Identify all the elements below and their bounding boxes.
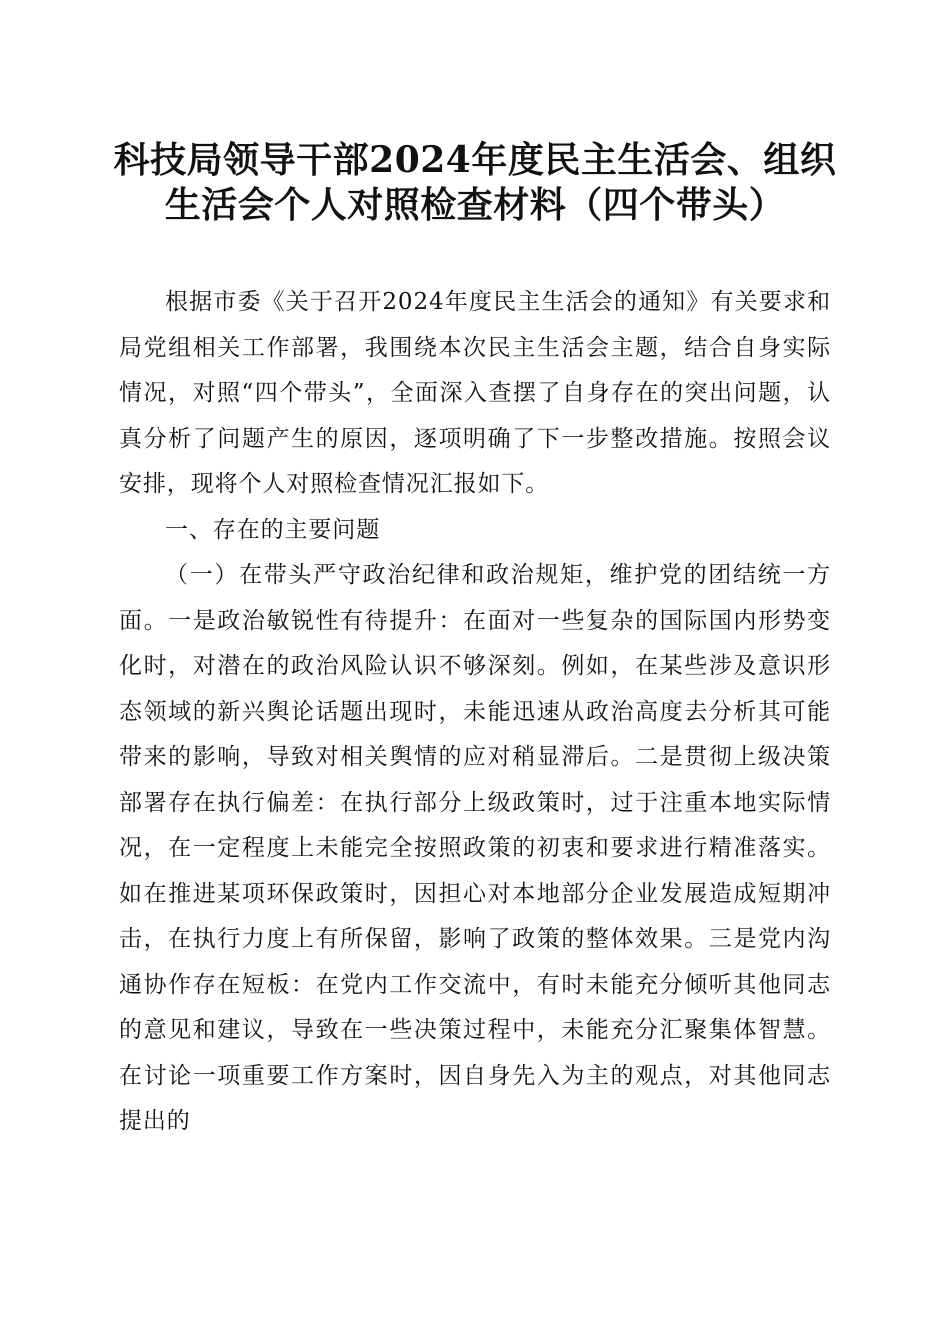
title-line-1: 科技局领导干部2024年度民主生活会、组织: [113, 139, 837, 181]
subsection-heading: （一）在带头严守政治纪律和政治规矩，维护党的团结统一方面。: [119, 562, 831, 634]
subsection-body: 一是政治敏锐性有待提升：在面对一些复杂的国际国内形势变化时，对潜在的政治风险认识不够深刻。例如，在某些涉及意识形态领域的新兴舆论话题出现时，未能迅速从政治高度去分析其可能带来的影响，导致对相关舆情的应对稍显滞后。二是贯彻上级决策部署存在执行偏差：在执行部分上级政策时，过于注重本地实际情况，在一定程度上未能完全按照政策的初衷和要求进行精准落实。如在推进某项环保政策时，因担心对本地部分企业发展造成短期冲击，在执行力度上有所保留，影响了政策的整体效果。三是党内沟通协作存在短板：在党内工作交流中，有时未能充分倾听其他同志的意见和建议，导致在一些决策过程中，未能充分汇聚集体智慧。在讨论一项重要工作方案时，因自身先入为主的观点，对其他同志提出的: [119, 607, 831, 1134]
document-title: [100, 138, 850, 228]
title-line-2: 生活会个人对照检查材料（四个带头）: [164, 184, 786, 226]
section-heading: 一、存在的主要问题: [165, 516, 381, 543]
subsection-paragraph: [119, 553, 831, 1145]
intro-paragraph: 根据市委《关于召开2024年度民主生活会的通知》有关要求和局党组相关工作部署，我围绕本次民主生活会主题，结合自身实际情况，对照“四个带头”，全面深入查摆了自身存在的突出问题，认真分析了问题产生的原因，逐项明确了下一步整改措施。按照会议安排，现将个人对照检查情况汇报如下。: [119, 289, 831, 497]
document-body: [119, 280, 831, 1145]
